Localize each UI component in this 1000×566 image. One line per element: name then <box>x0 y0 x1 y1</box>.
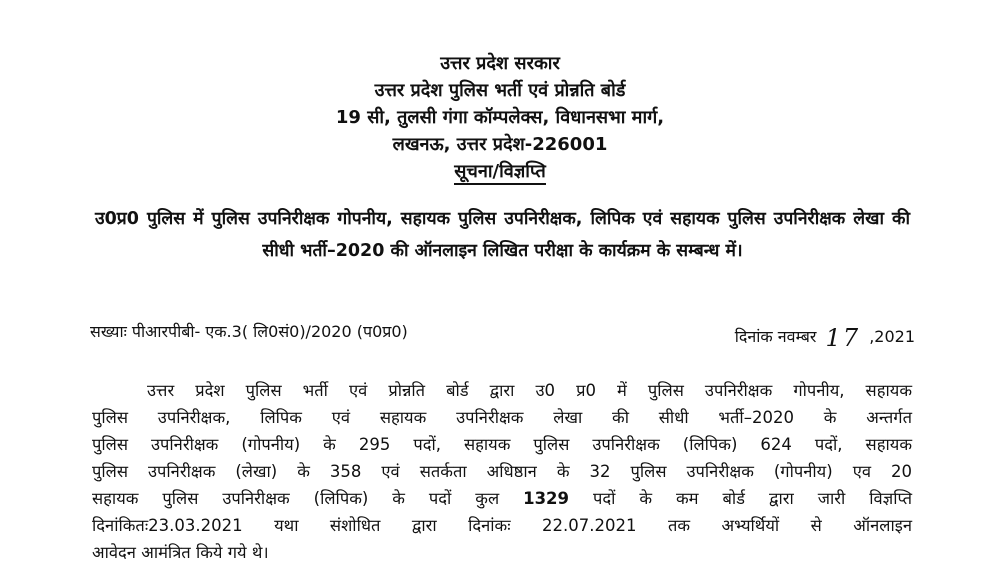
notice-title: सूचना/विज्ञप्ति <box>454 161 546 185</box>
body-line <box>92 485 912 512</box>
body-line: पुलिस उपनिरीक्षक (लेखा) के 358 एवं सतर्कता अधिष्ठान के 32 पुलिस उपनिरीक्षक (गोपनीय) एव 20 <box>92 462 912 481</box>
notice-body <box>92 377 912 566</box>
total-posts: 1329 <box>523 489 570 508</box>
board-address: 19 सी, तुलसी गंगा कॉम्पलेक्स, विधानसभा मार्ग, <box>335 107 665 128</box>
reference-line <box>90 320 915 352</box>
body-text: सहायक पुलिस उपनिरीक्षक (लिपिक) के पदों कुल <box>92 489 524 508</box>
body-line: आवेदन आमंत्रित किये गये थे। <box>92 543 269 562</box>
reference-number: सख्याः पीआरपीबी- एक.3( लि0सं0)/2020 (प0प्र0) <box>90 322 408 341</box>
body-text: पदों के कम बोर्ड द्वारा जारी विज्ञप्ति <box>569 489 912 508</box>
body-line: उत्तर प्रदेश पुलिस भर्ती एवं प्रोन्नति बोर्ड द्वारा उ0 प्र0 में पुलिस उपनिरीक्षक गोपनीय, सहायक <box>147 381 912 400</box>
government-name: उत्तर प्रदेश सरकार <box>440 53 560 74</box>
body-line: पुलिस उपनिरीक्षक, लिपिक एवं सहायक उपनिरीक्षक लेखा की सीधी भर्ती–2020 के अन्तर्गत <box>92 408 912 427</box>
date-year: ,2021 <box>869 327 915 346</box>
notice-date <box>734 320 915 352</box>
date-prefix: दिनांक नवम्बर <box>734 327 817 346</box>
board-city: लखनऊ, उत्तर प्रदेश-226001 <box>392 134 608 155</box>
body-line: दिनांकितः23.03.2021 यथा संशोधित द्वारा दिनांकः 22.07.2021 तक अभ्यर्थियों से ऑनलाइन <box>92 516 912 535</box>
document-header <box>0 50 1000 185</box>
body-line: पुलिस उपनिरीक्षक (गोपनीय) के 295 पदों, सहायक पुलिस उपनिरीक्षक (लिपिक) 624 पदों, सहायक <box>92 435 912 454</box>
notice-subject: उ0प्र0 पुलिस में पुलिस उपनिरीक्षक गोपनीय, सहायक पुलिस उपनिरीक्षक, लिपिक एवं सहायक पुलिस उपनिरीक्षक लेखा की सीधी भर्ती–2020 की ऑनलाइन लिखित परीक्षा के कार्यक्रम के सम्बन्ध में। <box>95 209 910 261</box>
date-day-handwritten: 17 <box>825 324 861 352</box>
board-name: उत्तर प्रदेश पुलिस भर्ती एवं प्रोन्नति बोर्ड <box>374 80 626 101</box>
